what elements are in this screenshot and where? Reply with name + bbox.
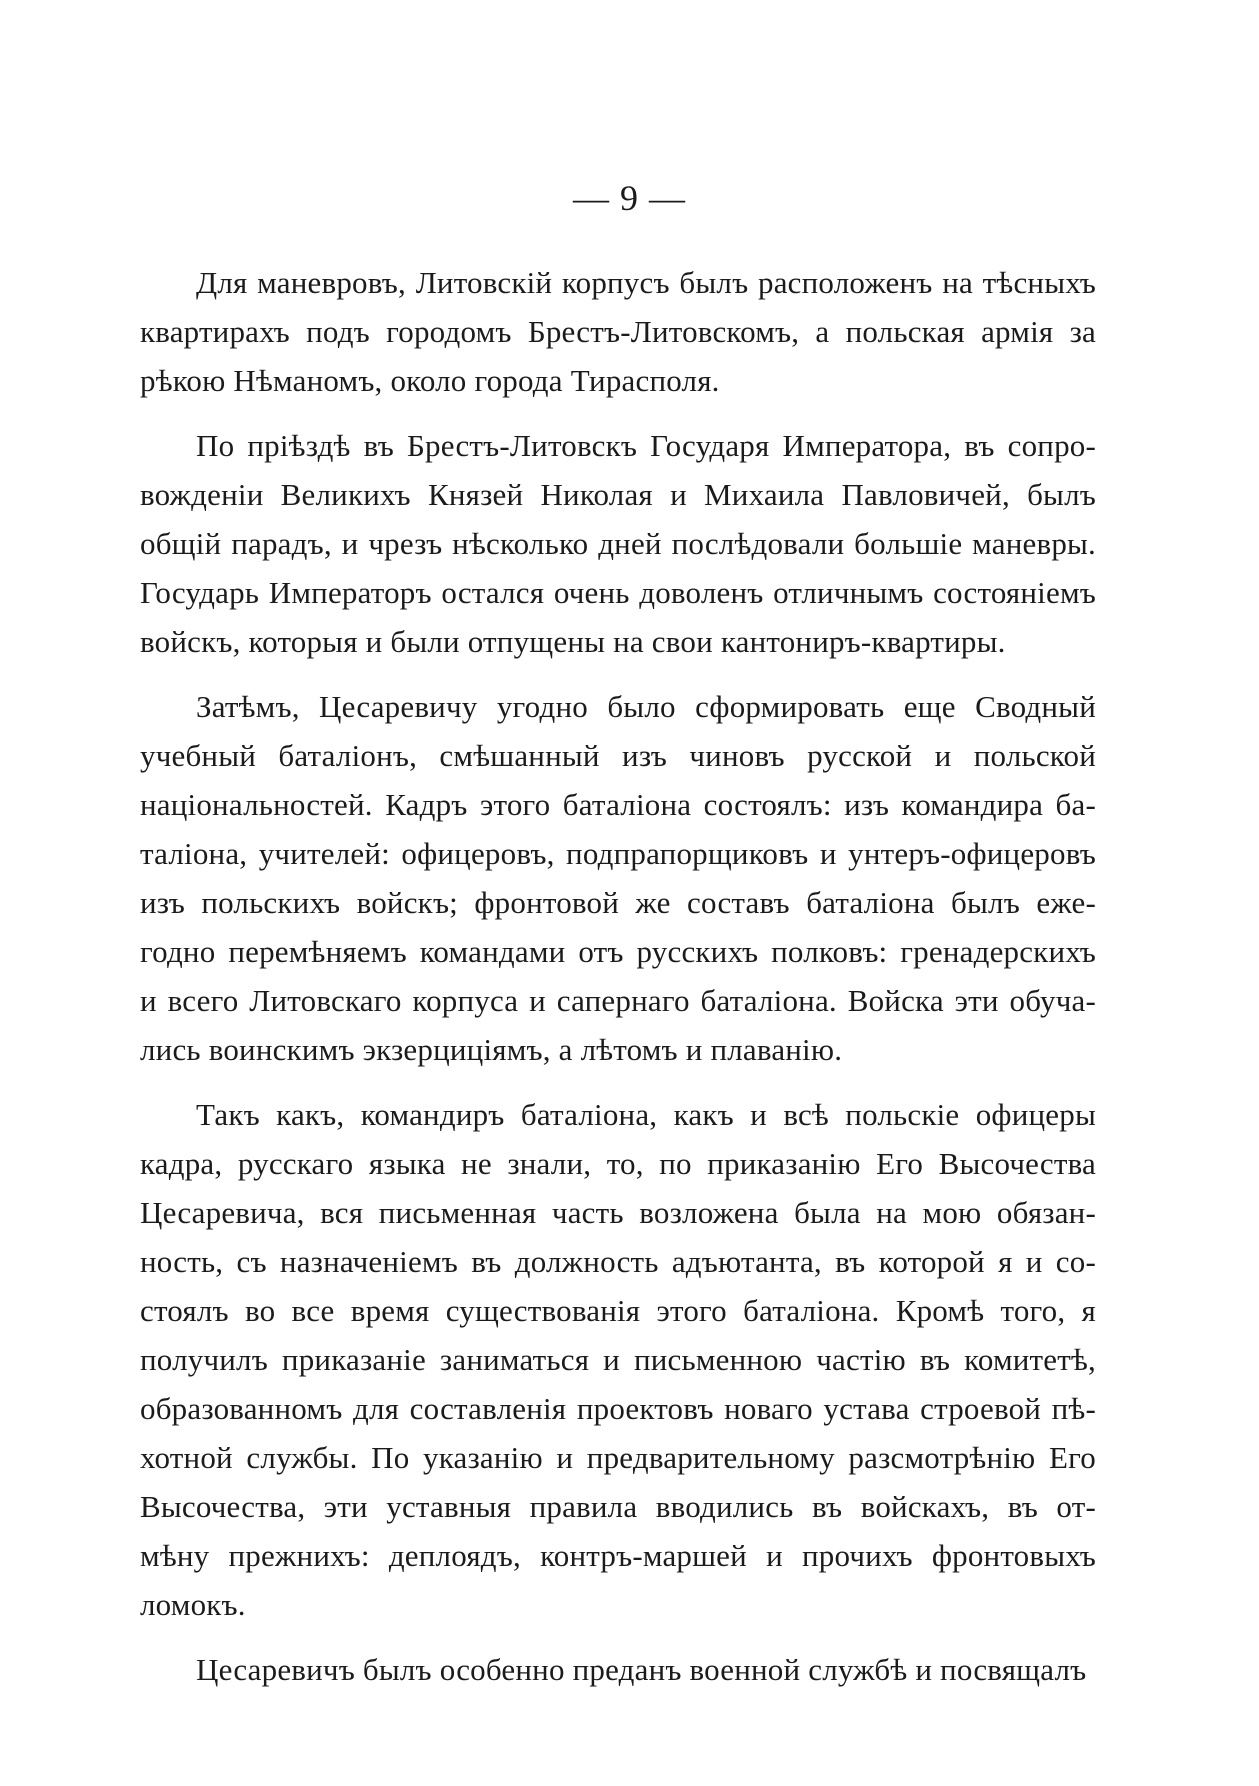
text-line: годно перемѣняемъ командами отъ русскихъ полковъ: гренадерскихъ xyxy=(140,934,1096,969)
text-line: стоялъ во все время существованія этого баталіона. Кромѣ того, я xyxy=(140,1293,1096,1328)
text-line: національностей. Кадръ этого баталіона состоялъ: изъ командира ба- xyxy=(140,787,1096,822)
text-line: и всего Литовскаго корпуса и сапернаго баталіона. Войска эти обуча- xyxy=(140,983,1096,1018)
text-line: лись воинскимъ экзерциціямъ, а лѣтомъ и плаванію. xyxy=(140,1032,843,1067)
text-line: Высочества, эти уставныя правила вводились въ войскахъ, въ от- xyxy=(140,1489,1096,1524)
body-text xyxy=(140,258,1096,1694)
text-line: Для маневровъ, Литовскій корпусъ былъ расположенъ на тѣсныхъ xyxy=(196,265,1096,300)
text-line: изъ польскихъ войскъ; фронтовой же составъ баталіона былъ еже- xyxy=(140,885,1096,920)
text-line: Государь Императоръ остался очень доволенъ отличнымъ состояніемъ xyxy=(140,575,1096,610)
text-line: вожденіи Великихъ Князей Николая и Михаила Павловичей, былъ xyxy=(140,477,1096,512)
text-line: квартирахъ подъ городомъ Брестъ-Литовскомъ, а польская армія за xyxy=(140,314,1096,349)
page-number: — 9 — xyxy=(573,178,686,218)
text-line: По пріѣздѣ въ Брестъ-Литовскъ Государя Императора, въ сопро- xyxy=(196,428,1096,463)
text-line: получилъ приказаніе заниматься и письменною частію въ комитетѣ, xyxy=(140,1342,1096,1377)
text-line: Цесаревичъ былъ особенно преданъ военной службѣ и посвящалъ xyxy=(196,1652,1087,1687)
text-line: ломокъ. xyxy=(140,1587,246,1622)
text-line: хотной службы. По указанію и предварительному разсмотрѣнію Его xyxy=(140,1440,1096,1475)
paragraph xyxy=(140,682,1096,1074)
text-line: Затѣмъ, Цесаревичу угодно было сформировать еще Сводный xyxy=(196,689,1096,724)
text-line: мѣну прежнихъ: деплоядъ, контръ-маршей и прочихъ фронтовыхъ xyxy=(140,1538,1096,1573)
text-line: учебный баталіонъ, смѣшанный изъ чиновъ русской и польской xyxy=(140,738,1096,773)
paragraph xyxy=(140,421,1096,666)
text-line: образованномъ для составленія проектовъ новаго устава строевой пѣ- xyxy=(140,1391,1096,1426)
paragraph xyxy=(140,1090,1096,1629)
paragraph xyxy=(140,1645,1096,1694)
text-line: таліона, учителей: офицеровъ, подпрапорщиковъ и унтеръ-офицеровъ xyxy=(140,836,1096,871)
text-line: ность, съ назначеніемъ въ должность адъютанта, въ которой я и со- xyxy=(140,1244,1096,1279)
paragraph xyxy=(140,258,1096,405)
text-line: общій парадъ, и чрезъ нѣсколько дней послѣдовали большіе маневры. xyxy=(140,526,1096,561)
text-line: войскъ, которыя и были отпущены на свои кантониръ-квартиры. xyxy=(140,624,1006,659)
text-line: рѣкою Нѣманомъ, около города Тирасполя. xyxy=(140,363,720,398)
text-line: кадра, русскаго языка не знали, то, по приказанію Его Высочества xyxy=(140,1146,1096,1181)
text-line: Такъ какъ, командиръ баталіона, какъ и всѣ польскіе офицеры xyxy=(196,1097,1096,1132)
text-line: Цесаревича, вся письменная часть возложена была на мою обязан- xyxy=(140,1195,1096,1230)
